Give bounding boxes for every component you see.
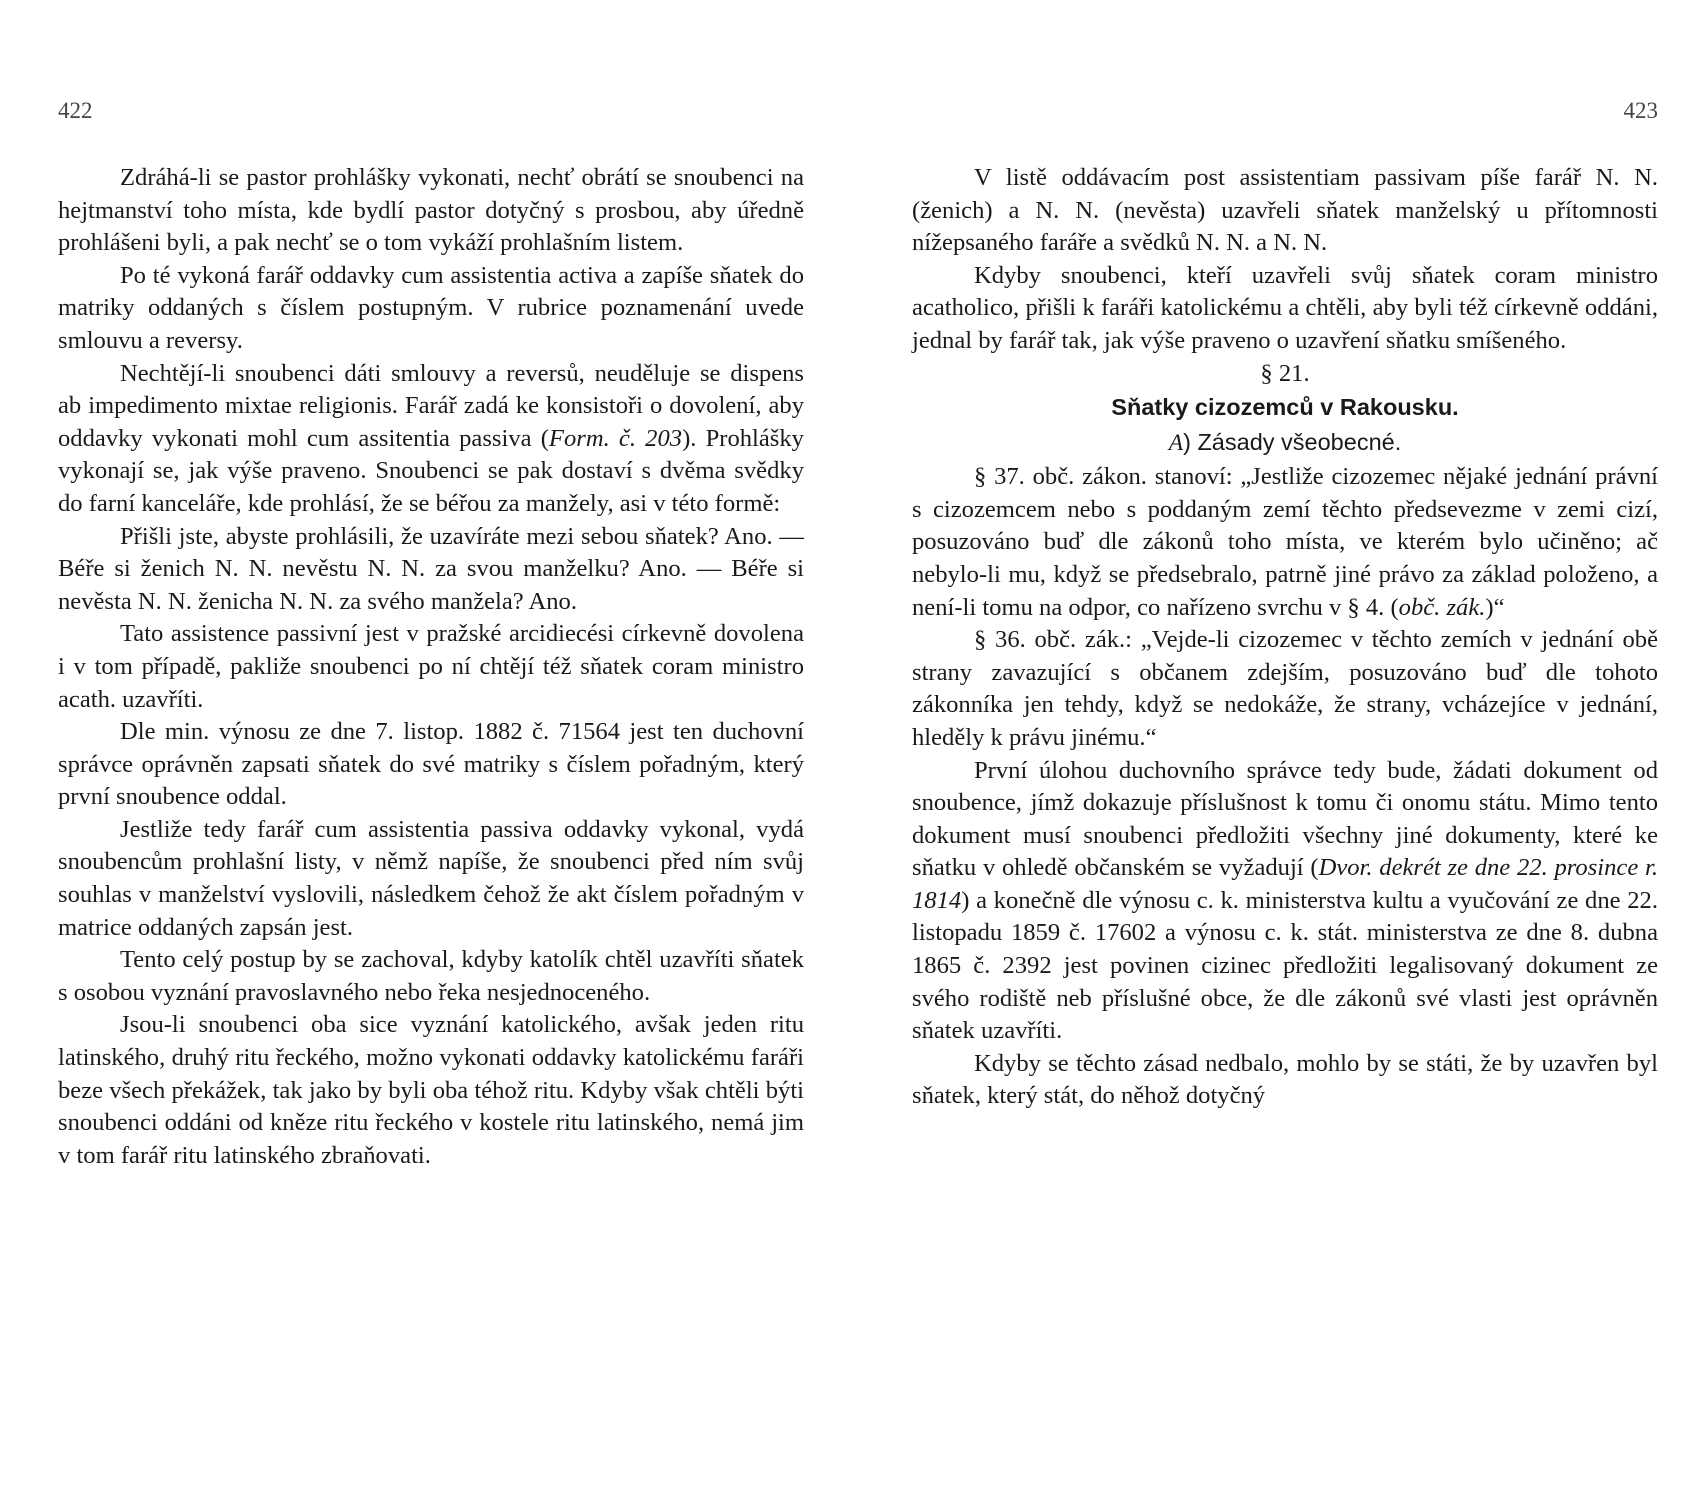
text-run: ) a konečně dle výnosu c. k. ministerstva kultu a vyučování ze dne 22. listopadu 1859 č. 17602 a výnosu c. k. stát. ministerstva ze dne 8. dubna 1865 č. 2392 jest povinen cizinec předložiti legalisovaný dokument ze svého rodiště neb příslušné obce, že dle zákonů své vlasti jest oprávněn sňatek uzavříti. bbox=[912, 886, 1658, 1045]
right-page bbox=[912, 0, 1658, 1500]
section-number: § 21. bbox=[1260, 359, 1310, 387]
paragraph: Jsou-li snoubenci oba sice vyznání katolického, avšak jeden ritu latinského, druhý ritu řeckého, možno vykonati oddavky katolickému faráři beze všech překážek, tak jako by byli oba téhož ritu. Kdyby však chtěli býti snoubenci oddáni od kněze ritu řeckého v kostele ritu latinského, nemá jim v tom farář ritu latinského zbraňovati. bbox=[58, 1011, 804, 1169]
law-citation: obč. zák. bbox=[1398, 593, 1486, 621]
right-page-text bbox=[912, 162, 1658, 1113]
subsection-letter: A bbox=[1168, 430, 1184, 457]
paragraph bbox=[912, 755, 1658, 1048]
paragraph bbox=[58, 358, 804, 521]
section-title: Sňatky cizozemců v Rakousku. bbox=[1111, 394, 1459, 421]
paragraph: Zdráhá-li se pastor prohlášky vykonati, nechť obrátí se snoubenci na hejtmanství toho místa, kde bydlí pastor dotyčný s prosbou, aby úředně prohlášeni byli, a pak nechť se o tom vykáží prohlašním listem. bbox=[58, 164, 804, 257]
paragraph bbox=[912, 461, 1658, 624]
paragraph: Kdyby se těchto zásad nedbalo, mohlo by se státi, že by uzavřen byl sňatek, který stát, do něhož dotyčný bbox=[912, 1049, 1658, 1110]
text-run: § 37. obč. zákon. stanoví: „Jestliže cizozemec nějaké jednání právní s cizozemcem nebo s poddaným zemí těchto předsevezme v zemi cizí, posuzováno buď dle zákonů toho místa, ve kterém bylo učiněno; ač nebylo-li mu, když se předsebralo, patrně jiné právo za základ položeno, a není-li tomu na odpor, co nařízeno svrchu v § 4. ( bbox=[912, 463, 1658, 621]
subsection-title bbox=[912, 424, 1658, 461]
form-citation: Form. č. 203 bbox=[548, 424, 683, 452]
paragraph: Dle min. výnosu ze dne 7. listop. 1882 č. 71564 jest ten duchovní správce oprávněn zapsati sňatek do své matriky s číslem pořadným, který první snoubence oddal. bbox=[58, 718, 804, 811]
paragraph: Přišli jste, abyste prohlásili, že uzavíráte mezi sebou sňatek? Ano. — Béře si ženich N. N. nevěstu N. N. za svou manželku? Ano. — Béře si nevěsta N. N. ženicha N. N. za svého manžela? Ano. bbox=[58, 522, 804, 615]
paragraph: Tato assistence passivní jest v pražské arcidiecési církevně dovolena i v tom případě, pakliže snoubenci po ní chtějí též sňatek coram ministro acath. uzavříti. bbox=[58, 620, 804, 713]
text-run: )“ bbox=[1485, 593, 1505, 621]
paragraph: Kdyby snoubenci, kteří uzavřeli svůj sňatek coram ministro acatholico, přišli k faráři katolickému a chtěli, aby byli též církevně oddáni, jednal by farář tak, jak výše praveno o uzavření sňatku smíšeného. bbox=[912, 261, 1658, 354]
decree-citation: Dvor. dekrét ze dne 22. prosince r. 1814 bbox=[912, 854, 1658, 914]
paragraph: Po té vykoná farář oddavky cum assistentia activa a zapíše sňatek do matriky oddaných s číslem postupným. V rubrice poznamenání uvede smlouvu a reversy. bbox=[58, 261, 804, 354]
left-page bbox=[58, 0, 804, 1500]
paragraph: Tento celý postup by se zachoval, kdyby katolík chtěl uzavříti sňatek s osobou vyznání pravoslavného nebo řeka nesjednoceného. bbox=[58, 946, 804, 1006]
paragraph: V listě oddávacím post assistentiam passivam píše farář N. N. (ženich) a N. N. (nevěsta) uzavřeli sňatek manželský u přítomnosti nížepsaného faráře a svědků N. N. a N. N. bbox=[912, 164, 1658, 257]
text-run: ). Prohlášky vykonají se, jak výše praveno. Snoubenci se pak dostaví s dvěma svědky do farní kanceláře, kde prohlásí, že se béřou za manžely, asi v této formě: bbox=[58, 424, 804, 517]
page-number-right: 423 bbox=[1623, 98, 1658, 123]
left-page-text bbox=[58, 162, 804, 1172]
text-run: Nechtějí-li snoubenci dáti smlouvy a reversů, neuděluje se dispens ab impedimento mixtae religionis. Farář zadá ke konsistoři o dovolení, aby oddavky vykonati mohl cum assitentia passiva ( bbox=[58, 359, 804, 452]
page-number-left: 422 bbox=[58, 98, 93, 123]
paragraph: § 36. obč. zák.: „Vejde-li cizozemec v těchto zemích v jednání obě strany zavazující s občanem zdejším, posuzováno buď dle tohoto zákonníka jen tehdy, když se nedokáže, že strany, vcházejíce v jednání, hleděly k právu jinému.“ bbox=[912, 626, 1658, 751]
subsection-text: ) Zásady všeobecné. bbox=[1183, 429, 1402, 456]
paragraph: Jestliže tedy farář cum assistentia passiva oddavky vykonal, vydá snoubencům prohlašní listy, v němž napíše, že snoubenci před ním svůj souhlas v manželství vyslovili, následkem čehož že akt číslem pořadným v matrice oddaných zapsán jest. bbox=[58, 815, 804, 941]
text-run: První úlohou duchovního správce tedy bude, žádati dokument od snoubence, jímž dokazuje příslušnost k tomu či onomu státu. Mimo tento dokument musí snoubenci předložiti všechny jiné dokumenty, které ke sňatku v ohledě občanském se vyžadují ( bbox=[912, 756, 1658, 882]
